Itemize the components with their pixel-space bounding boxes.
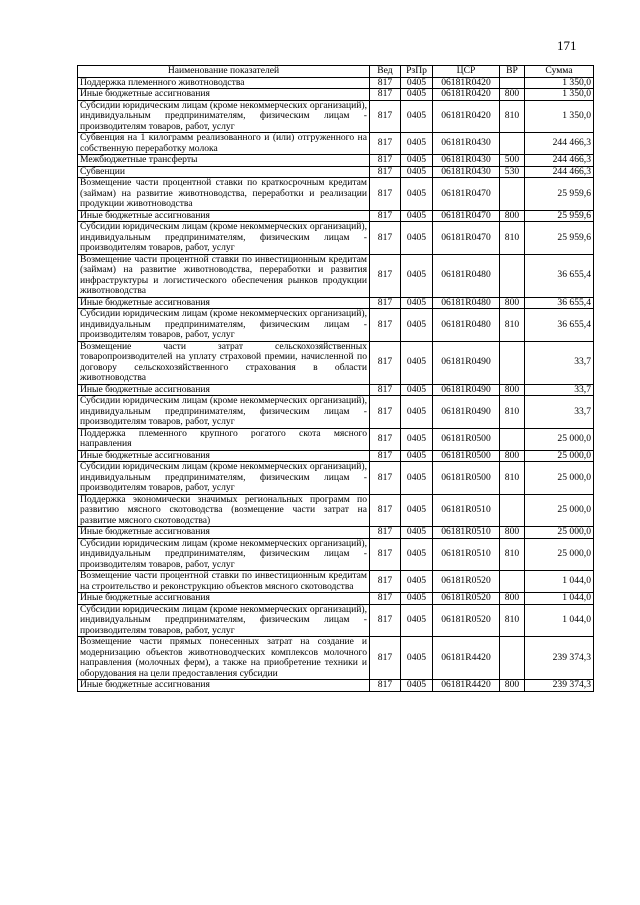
row-csr-cell: 06181R0490 (433, 341, 500, 384)
row-ved-cell: 817 (370, 166, 401, 178)
row-name-cell: Субсидии юридическим лицам (кроме некоммерческих организаций), индивидуальным предпринимателям, физическим лицам - производителям товаров, работ, услуг (78, 462, 370, 495)
row-csr-cell: 06181R0510 (433, 538, 500, 571)
row-vr-cell (500, 428, 525, 450)
row-name-cell: Межбюджетные трансферты (78, 155, 370, 167)
row-ved-cell: 817 (370, 680, 401, 692)
row-sum-cell: 244 466,3 (525, 166, 594, 178)
row-vr-cell: 530 (500, 166, 525, 178)
table-row (78, 254, 594, 297)
row-vr-cell (500, 133, 525, 155)
row-ved-cell: 817 (370, 133, 401, 155)
row-vr-cell: 800 (500, 297, 525, 309)
row-csr-cell: 06181R0480 (433, 297, 500, 309)
row-rzpr-cell: 0405 (401, 254, 433, 297)
row-name-cell: Иные бюджетные ассигнования (78, 593, 370, 605)
row-vr-cell: 800 (500, 680, 525, 692)
table-row (78, 133, 594, 155)
row-rzpr-cell: 0405 (401, 604, 433, 637)
row-sum-cell: 25 000,0 (525, 527, 594, 539)
row-rzpr-cell: 0405 (401, 538, 433, 571)
row-csr-cell: 06181R0490 (433, 396, 500, 429)
row-csr-cell: 06181R0520 (433, 593, 500, 605)
row-name-cell: Субсидии юридическим лицам (кроме некоммерческих организаций), индивидуальным предпринимателям, физическим лицам - производителям товаров, работ, услуг (78, 604, 370, 637)
table-row (78, 100, 594, 133)
table-row (78, 494, 594, 527)
table-row (78, 604, 594, 637)
row-rzpr-cell: 0405 (401, 133, 433, 155)
row-rzpr-cell: 0405 (401, 637, 433, 680)
row-vr-cell (500, 254, 525, 297)
row-rzpr-cell: 0405 (401, 450, 433, 462)
row-sum-cell: 244 466,3 (525, 133, 594, 155)
page-number: 171 (557, 38, 577, 53)
row-rzpr-cell: 0405 (401, 593, 433, 605)
row-vr-cell (500, 637, 525, 680)
row-csr-cell: 06181R0470 (433, 222, 500, 255)
row-name-cell: Субсидии юридическим лицам (кроме некоммерческих организаций), индивидуальным предпринимателям, физическим лицам - производителям товаров, работ, услуг (78, 396, 370, 429)
row-name-cell: Субвенции (78, 166, 370, 178)
row-sum-cell: 25 959,6 (525, 222, 594, 255)
table-row (78, 637, 594, 680)
row-rzpr-cell: 0405 (401, 680, 433, 692)
row-sum-cell: 33,7 (525, 396, 594, 429)
table-row (78, 538, 594, 571)
row-sum-cell: 25 000,0 (525, 462, 594, 495)
row-rzpr-cell: 0405 (401, 155, 433, 167)
row-name-cell: Субсидии юридическим лицам (кроме некоммерческих организаций), индивидуальным предпринимателям, физическим лицам - производителям товаров, работ, услуг (78, 222, 370, 255)
row-name-cell: Субвенция на 1 килограмм реализованного и (или) отгруженного на собственную переработку молока (78, 133, 370, 155)
row-csr-cell: 06181R0470 (433, 210, 500, 222)
row-sum-cell: 36 655,4 (525, 297, 594, 309)
row-rzpr-cell: 0405 (401, 297, 433, 309)
row-csr-cell: 06181R0420 (433, 100, 500, 133)
header-sum: Сумма (525, 66, 594, 78)
table-row (78, 571, 594, 593)
row-csr-cell: 06181R0500 (433, 450, 500, 462)
row-sum-cell: 1 350,0 (525, 77, 594, 89)
row-sum-cell: 25 000,0 (525, 538, 594, 571)
row-vr-cell (500, 571, 525, 593)
row-ved-cell: 817 (370, 89, 401, 101)
row-sum-cell: 33,7 (525, 384, 594, 396)
row-sum-cell: 244 466,3 (525, 155, 594, 167)
row-name-cell: Возмещение части затрат сельскохозяйственных товаропроизводителей на уплату страховой премии, начисленной по договору сельскохозяйственного страхования в области животноводства (78, 341, 370, 384)
row-sum-cell: 36 655,4 (525, 309, 594, 342)
row-sum-cell: 239 374,3 (525, 637, 594, 680)
budget-table (77, 65, 594, 692)
row-name-cell: Возмещение части прямых понесенных затрат на создание и модернизацию объектов животноводческих комплексов молочного направления (молочных ферм), а также на приобретение техники и оборудования на цели предоставления субсидии (78, 637, 370, 680)
table-row (78, 593, 594, 605)
table-row (78, 462, 594, 495)
row-vr-cell: 810 (500, 604, 525, 637)
row-rzpr-cell: 0405 (401, 77, 433, 89)
row-csr-cell: 06181R0500 (433, 428, 500, 450)
table-row (78, 297, 594, 309)
row-ved-cell: 817 (370, 309, 401, 342)
row-vr-cell (500, 341, 525, 384)
row-csr-cell: 06181R0420 (433, 89, 500, 101)
row-vr-cell: 810 (500, 222, 525, 255)
row-name-cell: Субсидии юридическим лицам (кроме некоммерческих организаций), индивидуальным предпринимателям, физическим лицам - производителям товаров, работ, услуг (78, 538, 370, 571)
row-vr-cell: 810 (500, 462, 525, 495)
row-vr-cell: 800 (500, 450, 525, 462)
row-vr-cell: 810 (500, 309, 525, 342)
row-vr-cell: 810 (500, 100, 525, 133)
row-ved-cell: 817 (370, 538, 401, 571)
row-rzpr-cell: 0405 (401, 166, 433, 178)
row-rzpr-cell: 0405 (401, 100, 433, 133)
row-sum-cell: 1 044,0 (525, 604, 594, 637)
row-ved-cell: 817 (370, 428, 401, 450)
row-csr-cell: 06181R0520 (433, 604, 500, 637)
table-row (78, 178, 594, 211)
row-vr-cell: 800 (500, 527, 525, 539)
row-sum-cell: 1 044,0 (525, 571, 594, 593)
row-csr-cell: 06181R0430 (433, 133, 500, 155)
row-name-cell: Поддержка племенного животноводства (78, 77, 370, 89)
row-sum-cell: 1 044,0 (525, 593, 594, 605)
row-name-cell: Иные бюджетные ассигнования (78, 384, 370, 396)
row-sum-cell: 1 350,0 (525, 100, 594, 133)
row-ved-cell: 817 (370, 637, 401, 680)
table-row (78, 309, 594, 342)
row-name-cell: Поддержка экономически значимых региональных программ по развитию мясного скотоводства (возмещение части затрат на развитие мясного скотоводства) (78, 494, 370, 527)
row-name-cell: Субсидии юридическим лицам (кроме некоммерческих организаций), индивидуальным предпринимателям, физическим лицам - производителям товаров, работ, услуг (78, 309, 370, 342)
row-ved-cell: 817 (370, 77, 401, 89)
row-vr-cell (500, 178, 525, 211)
row-name-cell: Иные бюджетные ассигнования (78, 680, 370, 692)
table-row (78, 396, 594, 429)
row-rzpr-cell: 0405 (401, 384, 433, 396)
row-name-cell: Возмещение части процентной ставки по инвестиционным кредитам (займам) на развитие животноводства, переработки и развития инфраструктуры и логистического обеспечения рынков продукции животноводства (78, 254, 370, 297)
row-vr-cell: 500 (500, 155, 525, 167)
row-csr-cell: 06181R0490 (433, 384, 500, 396)
row-rzpr-cell: 0405 (401, 341, 433, 384)
table-row (78, 89, 594, 101)
row-ved-cell: 817 (370, 571, 401, 593)
row-csr-cell: 06181R0510 (433, 494, 500, 527)
row-vr-cell (500, 77, 525, 89)
row-csr-cell: 06181R4420 (433, 680, 500, 692)
row-sum-cell: 239 374,3 (525, 680, 594, 692)
row-ved-cell: 817 (370, 593, 401, 605)
row-csr-cell: 06181R0520 (433, 571, 500, 593)
row-vr-cell: 800 (500, 384, 525, 396)
row-rzpr-cell: 0405 (401, 462, 433, 495)
row-csr-cell: 06181R0510 (433, 527, 500, 539)
row-ved-cell: 817 (370, 210, 401, 222)
row-name-cell: Возмещение части процентной ставки по краткосрочным кредитам (займам) на развитие животноводства, переработки и реализации продукции животноводства (78, 178, 370, 211)
row-ved-cell: 817 (370, 604, 401, 637)
row-ved-cell: 817 (370, 450, 401, 462)
row-sum-cell: 25 959,6 (525, 178, 594, 211)
row-ved-cell: 817 (370, 341, 401, 384)
row-sum-cell: 25 000,0 (525, 428, 594, 450)
table-row (78, 680, 594, 692)
row-ved-cell: 817 (370, 155, 401, 167)
row-ved-cell: 817 (370, 527, 401, 539)
header-name: Наименование показателей (78, 66, 370, 78)
header-csr: ЦСР (433, 66, 500, 78)
row-rzpr-cell: 0405 (401, 428, 433, 450)
row-ved-cell: 817 (370, 222, 401, 255)
row-name-cell: Поддержка племенного крупного рогатого скота мясного направления (78, 428, 370, 450)
row-name-cell: Возмещение части процентной ставки по инвестиционным кредитам на строительство и реконструкцию объектов мясного скотоводства (78, 571, 370, 593)
row-vr-cell: 800 (500, 89, 525, 101)
row-vr-cell: 800 (500, 210, 525, 222)
row-rzpr-cell: 0405 (401, 494, 433, 527)
row-sum-cell: 25 959,6 (525, 210, 594, 222)
row-ved-cell: 817 (370, 494, 401, 527)
header-ved: Вед (370, 66, 401, 78)
row-name-cell: Субсидии юридическим лицам (кроме некоммерческих организаций), индивидуальным предпринимателям, физическим лицам - производителям товаров, работ, услуг (78, 100, 370, 133)
row-rzpr-cell: 0405 (401, 527, 433, 539)
row-name-cell: Иные бюджетные ассигнования (78, 450, 370, 462)
header-rzpr: РзПр (401, 66, 433, 78)
table-row (78, 222, 594, 255)
row-rzpr-cell: 0405 (401, 210, 433, 222)
row-csr-cell: 06181R0430 (433, 155, 500, 167)
table-row (78, 450, 594, 462)
row-ved-cell: 817 (370, 396, 401, 429)
row-ved-cell: 817 (370, 297, 401, 309)
row-csr-cell: 06181R0500 (433, 462, 500, 495)
table-row (78, 166, 594, 178)
table-row (78, 210, 594, 222)
row-rzpr-cell: 0405 (401, 396, 433, 429)
row-sum-cell: 25 000,0 (525, 450, 594, 462)
row-csr-cell: 06181R4420 (433, 637, 500, 680)
row-rzpr-cell: 0405 (401, 222, 433, 255)
row-vr-cell: 810 (500, 396, 525, 429)
row-name-cell: Иные бюджетные ассигнования (78, 210, 370, 222)
row-vr-cell (500, 494, 525, 527)
row-sum-cell: 36 655,4 (525, 254, 594, 297)
row-vr-cell: 810 (500, 538, 525, 571)
table-body (78, 77, 594, 691)
row-sum-cell: 33,7 (525, 341, 594, 384)
row-vr-cell: 800 (500, 593, 525, 605)
row-sum-cell: 1 350,0 (525, 89, 594, 101)
table-row (78, 527, 594, 539)
row-rzpr-cell: 0405 (401, 178, 433, 211)
row-ved-cell: 817 (370, 178, 401, 211)
row-csr-cell: 06181R0470 (433, 178, 500, 211)
row-rzpr-cell: 0405 (401, 309, 433, 342)
row-sum-cell: 25 000,0 (525, 494, 594, 527)
row-name-cell: Иные бюджетные ассигнования (78, 527, 370, 539)
header-vr: ВР (500, 66, 525, 78)
row-rzpr-cell: 0405 (401, 571, 433, 593)
row-ved-cell: 817 (370, 254, 401, 297)
table-row (78, 341, 594, 384)
table-row (78, 384, 594, 396)
row-rzpr-cell: 0405 (401, 89, 433, 101)
row-csr-cell: 06181R0480 (433, 254, 500, 297)
row-ved-cell: 817 (370, 462, 401, 495)
row-name-cell: Иные бюджетные ассигнования (78, 89, 370, 101)
row-ved-cell: 817 (370, 100, 401, 133)
table-header-row (78, 66, 594, 78)
row-ved-cell: 817 (370, 384, 401, 396)
row-csr-cell: 06181R0430 (433, 166, 500, 178)
table-row (78, 155, 594, 167)
row-csr-cell: 06181R0420 (433, 77, 500, 89)
table-row (78, 428, 594, 450)
table-row (78, 77, 594, 89)
row-name-cell: Иные бюджетные ассигнования (78, 297, 370, 309)
row-csr-cell: 06181R0480 (433, 309, 500, 342)
